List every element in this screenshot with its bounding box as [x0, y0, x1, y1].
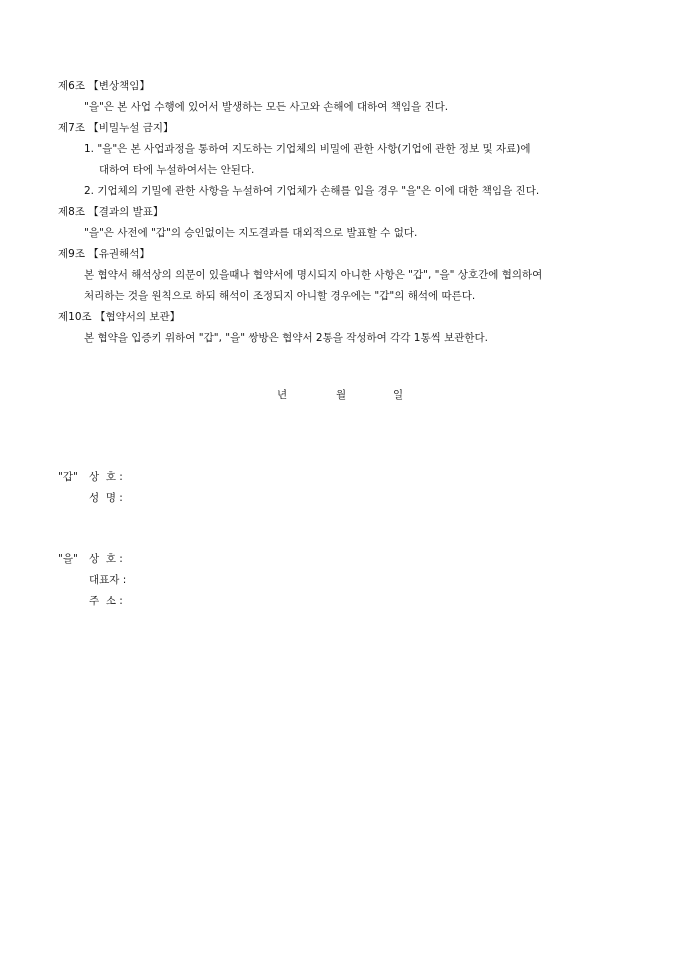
article-10-text: 본 협약을 입증키 위하여 "갑", "을" 쌍방은 협약서 2통을 작성하여 각각 1통씩 보관한다.: [84, 332, 488, 344]
date-month: 월: [336, 389, 347, 401]
article-9-text: 본 협약서 해석상의 의문이 있을때나 협약서에 명시되지 아니한 사항은 "갑", "을" 상호간에 협의하여: [84, 269, 543, 281]
article-6-heading: 제6조 【변상책임】: [58, 80, 150, 92]
party-b-rep-label: 대표자 :: [89, 574, 127, 586]
date-year: 년: [277, 389, 288, 401]
article-10-heading: 제10조 【협약서의 보관】: [58, 311, 181, 323]
party-b-company-label: 상 호 :: [89, 553, 123, 565]
party-a-label: "갑": [58, 471, 78, 483]
article-6-text: "을"은 본 사업 수행에 있어서 발생하는 모든 사고와 손해에 대하여 책임을 진다.: [84, 101, 449, 113]
article-9-text: 처리하는 것을 원칙으로 하되 해석이 조정되지 아니할 경우에는 "갑"의 해석에 따른다.: [84, 290, 476, 302]
article-9-heading: 제9조 【유권해석】: [58, 248, 150, 260]
article-8-text: "을"은 사전에 "갑"의 승인없이는 지도결과를 대외적으로 발표할 수 없다.: [84, 227, 418, 239]
article-7-text: 대하여 타에 누설하여서는 안된다.: [99, 164, 255, 176]
party-b-label: "을": [58, 553, 78, 565]
article-7-heading: 제7조 【비밀누설 금지】: [58, 122, 174, 134]
party-a-name-label: 성 명 :: [89, 492, 123, 504]
article-7-text: 2. 기업체의 기밀에 관한 사항을 누설하여 기업체가 손해를 입을 경우 "을"은 이에 대한 책임을 진다.: [84, 185, 540, 197]
article-7-text: 1. "을"은 본 사업과정을 통하여 지도하는 기업체의 비밀에 관한 사항(기업에 관한 정보 및 자료)에: [84, 143, 531, 155]
party-b-address-label: 주 소 :: [89, 595, 123, 607]
date-day: 일: [393, 389, 404, 401]
article-8-heading: 제8조 【결과의 발표】: [58, 206, 164, 218]
party-a-company-label: 상 호 :: [89, 471, 123, 483]
